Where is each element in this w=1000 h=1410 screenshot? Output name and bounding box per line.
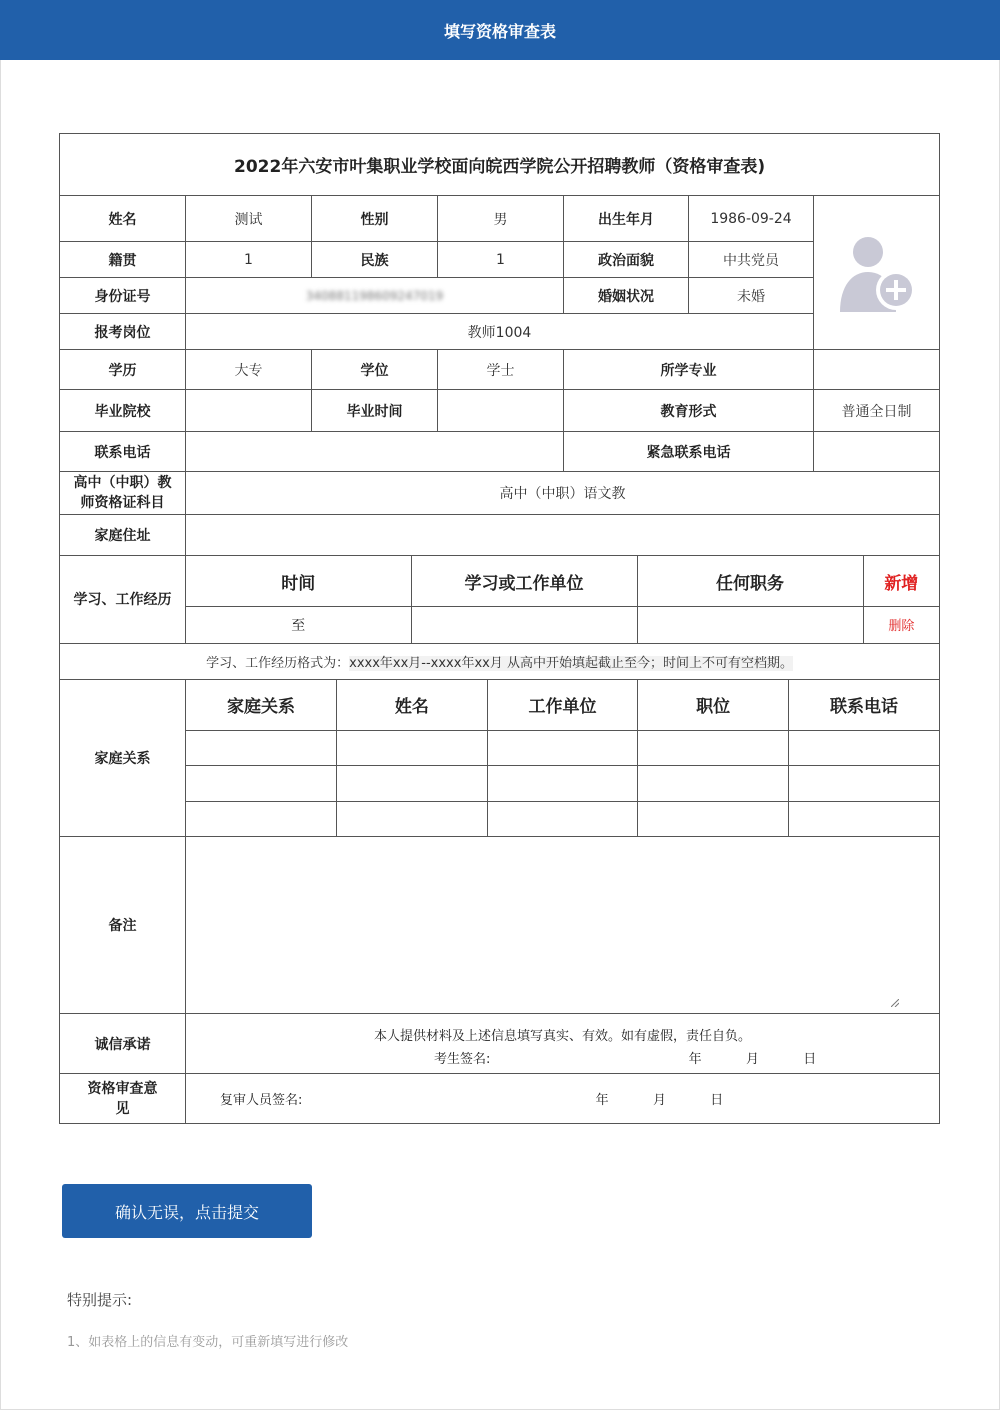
field-emergency-phone[interactable] <box>814 432 940 472</box>
page-header <box>0 0 1000 60</box>
add-experience-button[interactable]: 新增 <box>863 556 939 607</box>
field-marital[interactable]: 未婚 <box>689 278 814 314</box>
experience-header-time: 时间 <box>186 556 411 607</box>
label-degree: 学位 <box>312 350 438 390</box>
family-phone-field[interactable] <box>788 765 939 801</box>
field-school[interactable] <box>186 390 312 432</box>
label-gender: 性别 <box>312 196 438 242</box>
label-edu-form: 教育形式 <box>564 390 814 432</box>
family-header-relation: 家庭关系 <box>186 680 337 731</box>
pledge-sign-line <box>186 1048 939 1067</box>
review-cell <box>186 1074 940 1124</box>
add-photo-avatar-icon[interactable] <box>834 228 920 314</box>
label-marital: 婚姻状况 <box>564 278 689 314</box>
field-cert-subject[interactable]: 高中（中职）语文教 <box>186 472 940 515</box>
field-phone[interactable] <box>186 432 564 472</box>
pledge-day: 日 <box>803 1051 817 1067</box>
field-degree[interactable]: 学士 <box>438 350 564 390</box>
experience-table-cell <box>186 556 940 644</box>
field-ethnic[interactable]: 1 <box>438 242 564 278</box>
family-row <box>186 801 939 836</box>
field-education[interactable]: 大专 <box>186 350 312 390</box>
family-unit-field[interactable] <box>487 730 638 765</box>
review-day: 日 <box>710 1093 724 1108</box>
field-idcard[interactable] <box>186 278 564 314</box>
label-cert-subject: 高中（中职）教师资格证科目 <box>60 472 186 515</box>
experience-header-unit: 学习或工作单位 <box>411 556 637 607</box>
label-name: 姓名 <box>60 196 186 242</box>
pledge-cell <box>186 1014 940 1074</box>
family-name-field[interactable] <box>337 801 488 836</box>
family-header-phone: 联系电话 <box>788 680 939 731</box>
review-month: 月 <box>652 1093 666 1108</box>
label-native: 籍贯 <box>60 242 186 278</box>
remark-cell <box>186 837 940 1014</box>
experience-unit-field[interactable] <box>411 607 637 643</box>
review-year: 年 <box>595 1093 609 1108</box>
experience-header-duty: 任何职务 <box>637 556 863 607</box>
tips-item: 1、如表格上的信息有变动，可重新填写进行修改 <box>67 1335 349 1350</box>
note-format: xxxx年xx月--xxxx年xx月 从高中开始填起截止至今；时间上不可有空档期。 <box>349 655 793 671</box>
family-relation-field[interactable] <box>186 730 337 765</box>
remark-textarea[interactable] <box>186 837 939 1013</box>
family-position-field[interactable] <box>638 765 789 801</box>
page-header-title: 填写资格审查表 <box>443 21 556 41</box>
family-name-field[interactable] <box>337 730 488 765</box>
label-emergency-phone: 紧急联系电话 <box>564 432 814 472</box>
field-gender[interactable]: 男 <box>438 196 564 242</box>
family-relation-field[interactable] <box>186 765 337 801</box>
family-table <box>186 680 939 837</box>
review-sign-label: 复审人员签名: <box>220 1093 303 1108</box>
family-header-unit: 工作单位 <box>487 680 638 731</box>
family-phone-field[interactable] <box>788 801 939 836</box>
family-position-field[interactable] <box>638 730 789 765</box>
label-experience: 学习、工作经历 <box>60 556 186 644</box>
family-row <box>186 765 939 801</box>
label-post: 报考岗位 <box>60 314 186 350</box>
family-phone-field[interactable] <box>788 730 939 765</box>
label-school: 毕业院校 <box>60 390 186 432</box>
experience-duty-field[interactable] <box>637 607 863 643</box>
label-phone: 联系电话 <box>60 432 186 472</box>
family-unit-field[interactable] <box>487 765 638 801</box>
tips-title: 特别提示: <box>67 1291 133 1309</box>
label-education: 学历 <box>60 350 186 390</box>
pledge-sign-label: 考生签名: <box>434 1051 491 1067</box>
label-review: 资格审查意见 <box>60 1074 186 1124</box>
family-name-field[interactable] <box>337 765 488 801</box>
field-edu-form[interactable]: 普通全日制 <box>814 390 940 432</box>
field-post[interactable]: 教师1004 <box>186 314 814 350</box>
family-position-field[interactable] <box>638 801 789 836</box>
label-remark: 备注 <box>60 837 186 1014</box>
label-political: 政治面貌 <box>564 242 689 278</box>
photo-cell[interactable] <box>814 196 940 350</box>
family-header-name: 姓名 <box>337 680 488 731</box>
label-idcard: 身份证号 <box>60 278 186 314</box>
delete-experience-button[interactable]: 删除 <box>863 607 939 643</box>
note-prefix: 学习、工作经历格式为： <box>206 655 350 671</box>
experience-format-note <box>60 643 940 679</box>
label-grad-time: 毕业时间 <box>312 390 438 432</box>
field-political[interactable]: 中共党员 <box>689 242 814 278</box>
label-birth: 出生年月 <box>564 196 689 242</box>
field-birth[interactable]: 1986-09-24 <box>689 196 814 242</box>
label-address: 家庭住址 <box>60 515 186 556</box>
label-pledge: 诚信承诺 <box>60 1014 186 1074</box>
qualification-form-table <box>59 133 940 1124</box>
field-grad-time[interactable] <box>438 390 564 432</box>
family-unit-field[interactable] <box>487 801 638 836</box>
label-major: 所学专业 <box>564 350 814 390</box>
field-native[interactable]: 1 <box>186 242 312 278</box>
family-table-cell <box>186 679 940 837</box>
form-title: 2022年六安市叶集职业学校面向皖西学院公开招聘教师（资格审查表) <box>60 134 940 196</box>
field-major[interactable] <box>814 350 940 390</box>
experience-time-field[interactable]: 至 <box>186 607 411 643</box>
field-address[interactable] <box>186 515 940 556</box>
label-family: 家庭关系 <box>60 679 186 837</box>
experience-table <box>186 556 939 643</box>
family-row <box>186 730 939 765</box>
family-relation-field[interactable] <box>186 801 337 836</box>
submit-button[interactable]: 确认无误，点击提交 <box>62 1184 312 1238</box>
field-name[interactable]: 测试 <box>186 196 312 242</box>
pledge-month: 月 <box>745 1051 759 1067</box>
pledge-year: 年 <box>688 1051 702 1067</box>
label-ethnic: 民族 <box>312 242 438 278</box>
resize-handle-icon[interactable] <box>891 999 899 1007</box>
idcard-value: 340881198609247019 <box>305 288 444 303</box>
pledge-text: 本人提供材料及上述信息填写真实、有效。如有虚假，责任自负。 <box>374 1028 752 1044</box>
family-header-position: 职位 <box>638 680 789 731</box>
